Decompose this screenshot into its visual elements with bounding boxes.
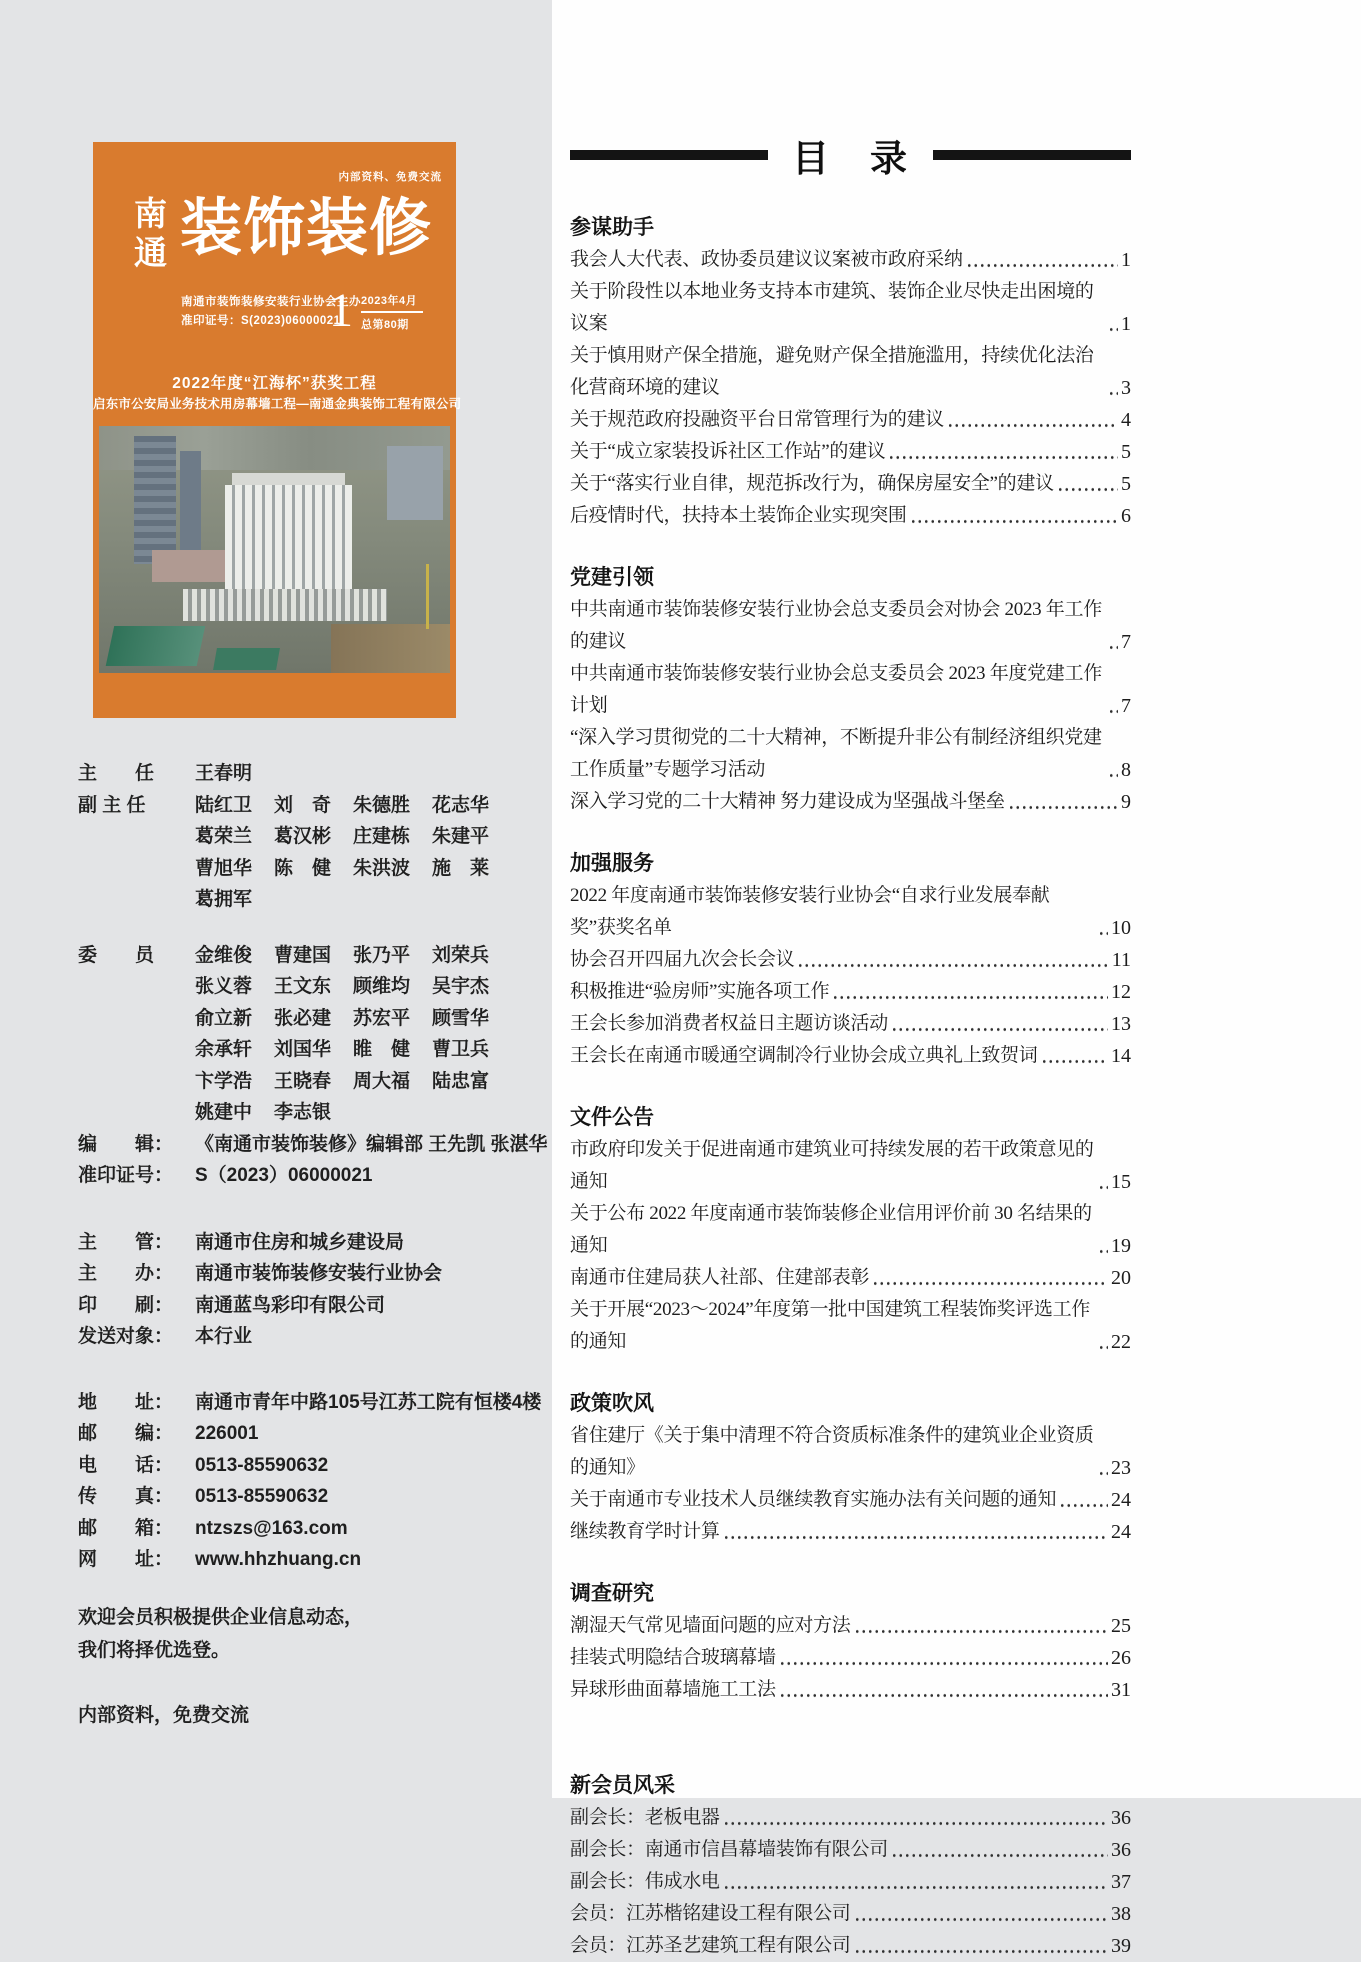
toc-entry-page: 7 [1121,631,1131,653]
toc-entry [570,468,1131,500]
toc-entry-title: “深入学习贯彻党的二十大精神，不断提升非公有制经济组织党建工作质量”专题学习活动 [570,727,1102,780]
photo-tower-left-2 [180,451,201,560]
toc-entry-page: 8 [1121,759,1131,781]
toc-entry-page: 24 [1111,1521,1131,1543]
dot-leader [854,1940,1108,1962]
staff-name-row [195,1097,489,1129]
toc-entry-list [570,1134,1131,1358]
toc-entry-title: 2022 年度南通市装饰装修安装行业协会“自求行业发展奉献奖”获奖名单 [570,885,1050,938]
dot-leader [888,446,1118,468]
dot-leader [723,1876,1108,1898]
cover-issue-block [329,284,423,337]
toc-entry-title: 后疫情时代，扶持本土装饰企业实现突围 [570,505,907,526]
staff-row [78,758,548,790]
staff-name-row [195,758,252,790]
toc-entry [570,276,1131,340]
staff-name: 朱洪波 [353,857,411,879]
staff-row [78,940,548,1129]
toc-header [552,0,1361,182]
magazine-cover [93,142,462,718]
photo-tower-left [134,436,176,564]
toc-entry [570,1040,1131,1072]
staff-role-label: 委 员 [78,944,155,966]
dot-leader [854,1908,1108,1930]
toc-entry [570,404,1131,436]
staff-name-row [195,1066,489,1098]
note-line: 我们将择优选登。 [78,1639,231,1661]
dot-leader [723,1812,1108,1834]
toc-entry-list [570,1802,1131,1962]
toc-section [570,212,1131,532]
toc-entry [570,1930,1131,1962]
dot-leader [1098,1240,1108,1262]
toc-page [552,0,1361,1957]
toc-entry-page: 5 [1121,441,1131,463]
toc-entry-title: 中共南通市装饰装修安装行业协会总支委员会 2023 年度党建工作计划 [570,663,1102,716]
staff-role-label: 主 任 [78,763,155,784]
staff-name: 葛汉彬 [274,826,332,847]
toc-section-heading: 新会员风采 [570,1774,675,1797]
header-rule-right [933,150,1131,160]
toc-entry [570,1898,1131,1930]
staff-block [78,758,548,1129]
info-value: 《南通市装饰装修》编辑部 王先凯 张湛华 [195,1133,548,1155]
toc-entry-page: 1 [1121,249,1131,271]
dot-leader [1108,700,1118,722]
staff-name-row [195,1034,489,1066]
dot-leader [1057,478,1118,500]
dot-leader [779,1684,1108,1706]
toc-entry-title: 副会长：南通市信昌幕墙装饰有限公司 [570,1839,888,1860]
toc-entry [570,1198,1131,1262]
toc-entry [570,1674,1131,1706]
staff-name: 刘荣兵 [432,944,490,966]
info-label: 印 刷： [78,1294,174,1316]
toc-entry-title: 会员：江苏楷铭建设工程有限公司 [570,1903,851,1924]
info-row [78,1387,548,1419]
toc-entry-title: 关于阶段性以本地业务支持本市建筑、装饰企业尽快走出困境的议案 [570,281,1094,334]
photo-low-building [152,550,229,582]
toc-entry-title: 关于公布 2022 年度南通市装饰装修企业信用评价前 30 名结果的通知 [570,1203,1092,1256]
toc-title: 目 录 [792,139,909,180]
toc-entry [570,594,1131,658]
toc-entry-page: 22 [1111,1331,1131,1353]
staff-name: 陆红卫 [195,794,253,816]
dot-leader [947,414,1118,436]
cover-corner-note: 内部资料、免费交流 [338,171,442,183]
cover-publisher-line: 南通市装饰装修安装行业协会主办 [181,296,361,308]
dot-leader [891,1018,1108,1040]
dot-leader [1041,1050,1108,1072]
toc-entry-page: 20 [1111,1267,1131,1289]
info-label: 地 址： [78,1391,174,1413]
info-row [78,1290,548,1322]
dot-leader [891,1844,1108,1866]
info-value: 南通蓝鸟彩印有限公司 [195,1294,386,1316]
staff-name: 陈 健 [274,857,332,879]
toc-section-heading: 政策吹风 [570,1392,654,1415]
toc-entry-title: 南通市住建局获人社部、住建部表彰 [570,1267,870,1288]
dot-leader [1108,318,1118,340]
toc-entry-page: 36 [1111,1807,1131,1829]
contact-block [78,1387,548,1576]
dot-leader [966,254,1118,276]
info-value: 本行业 [195,1326,253,1347]
staff-name: 陆忠富 [432,1070,490,1092]
toc-entry [570,1262,1131,1294]
masthead-city-name: 南通 [129,196,165,274]
staff-name: 张义蓉 [195,976,253,997]
toc-entry-page: 37 [1111,1871,1131,1893]
toc-entry-title: 潮湿天气常见墙面问题的应对方法 [570,1615,851,1636]
info-label: 发送对象： [78,1326,174,1347]
staff-name: 朱德胜 [353,794,411,816]
dot-leader [779,1652,1108,1674]
issue-divider [361,311,423,313]
toc-entry [570,1866,1131,1898]
staff-name: 余承轩 [195,1039,253,1060]
toc-entry-title: 会员：江苏圣艺建筑工程有限公司 [570,1935,851,1956]
toc-entry-list [570,244,1131,532]
info-label: 准印证号： [78,1165,174,1186]
toc-entry-title: 王会长在南通市暖通空调制冷行业协会成立典礼上致贺词 [570,1045,1038,1066]
info-label: 主 管： [78,1231,174,1253]
toc-entry [570,722,1131,786]
info-value: 0513-85590632 [195,1454,329,1476]
toc-entry-page: 24 [1111,1489,1131,1511]
toc-entry-title: 挂装式明隐结合玻璃幕墙 [570,1647,776,1668]
staff-name-row [195,790,489,822]
toc-entry [570,880,1131,944]
toc-entry-page: 5 [1121,473,1131,495]
info-row [78,1160,548,1192]
info-value: S（2023）06000021 [195,1165,373,1186]
staff-name-row [195,884,489,916]
cover-masthead [127,188,472,274]
info-value: ntzszs@163.com [195,1517,348,1539]
member-note [78,1601,548,1667]
staff-row [78,790,548,916]
toc-entry-title: 关于“成立家装投诉社区工作站”的建议 [570,441,886,462]
toc-entry [570,1294,1131,1358]
staff-name: 卞学浩 [195,1070,253,1092]
masthead-info [78,758,548,1731]
staff-name: 刘国华 [274,1039,332,1060]
toc-entry [570,658,1131,722]
toc-entry [570,976,1131,1008]
dot-leader [872,1272,1108,1294]
info-row [78,1321,548,1353]
toc-section-heading: 党建引领 [570,566,654,589]
toc-entry-page: 11 [1111,949,1131,971]
toc-entry-page: 25 [1111,1615,1131,1637]
toc-entry-title: 副会长：老板电器 [570,1807,720,1828]
toc-entry-page: 14 [1111,1045,1131,1067]
footer-note: 内部资料，免费交流 [78,1704,250,1726]
toc-section-heading: 文件公告 [570,1106,654,1129]
toc-body [552,182,1361,1962]
toc-entry [570,244,1131,276]
toc-entry [570,786,1131,818]
toc-section [570,1770,1131,1962]
masthead-title: 装饰装修 [180,195,433,263]
info-row [78,1544,548,1576]
dot-leader [1108,764,1118,786]
toc-entry-list [570,880,1131,1072]
dot-leader [910,510,1118,532]
toc-section-heading: 调查研究 [570,1582,654,1605]
toc-entry [570,1484,1131,1516]
staff-name: 睢 健 [353,1039,411,1060]
toc-entry-page: 3 [1121,377,1131,399]
toc-entry-page: 12 [1111,981,1131,1003]
toc-entry-page: 36 [1111,1839,1131,1861]
photo-green-tarp [105,626,205,666]
dot-leader [1098,1462,1108,1484]
staff-name: 花志华 [432,794,490,816]
toc-entry-page: 7 [1121,695,1131,717]
toc-entry-page: 19 [1111,1235,1131,1257]
dot-leader [1008,796,1118,818]
dot-leader [832,986,1108,1008]
toc-entry-page: 4 [1121,409,1131,431]
info-row [78,1129,548,1161]
staff-name: 顾维均 [353,976,411,997]
toc-entry [570,1610,1131,1642]
toc-entry-title: 王会长参加消费者权益日主题访谈活动 [570,1013,888,1034]
cover-license-line: 准印证号：S(2023)06000021 [181,315,341,327]
toc-entry-list [570,594,1131,818]
staff-name-row [195,971,489,1003]
staff-name: 吴宇杰 [432,976,490,997]
toc-entry-title: 协会召开四届九次会长会议 [570,949,795,970]
toc-entry-page: 13 [1111,1013,1131,1035]
toc-entry-page: 26 [1111,1647,1131,1669]
toc-entry [570,1802,1131,1834]
toc-entry-title: 关于规范政府投融资平台日常管理行为的建议 [570,409,945,430]
toc-entry [570,1642,1131,1674]
photo-main-building [225,485,351,594]
header-rule-left [570,150,768,160]
cover-award-line2: 启东市公安局业务技术用房幕墙工程—南通金典装饰工程有限公司 [93,397,462,411]
staff-name: 曹旭华 [195,857,253,879]
info-row [78,1481,548,1513]
staff-role-label: 副 主 任 [78,794,146,816]
info-label: 邮 编： [78,1423,174,1444]
dot-leader [1059,1494,1108,1516]
credits-block [78,1129,548,1192]
staff-name: 王文东 [274,976,332,997]
info-value: 226001 [195,1423,259,1444]
staff-name-row [195,1003,489,1035]
dot-leader [1098,922,1108,944]
info-value: www.hhzhuang.cn [195,1549,362,1570]
toc-entry [570,1516,1131,1548]
photo-podium [183,589,387,621]
toc-entry-page: 38 [1111,1903,1131,1925]
issue-date: 2023年4月 [361,295,418,307]
info-label: 主 办： [78,1263,174,1284]
toc-entry-title: 我会人大代表、政协委员建议议案被市政府采纳 [570,249,963,270]
info-value: 南通市青年中路105号江苏工院有恒楼4楼 [195,1391,542,1413]
issue-meta [361,292,423,335]
staff-name: 俞立新 [195,1007,253,1029]
toc-entry [570,1420,1131,1484]
info-label: 网 址： [78,1549,174,1570]
staff-name: 刘 奇 [274,794,332,816]
toc-entry-page: 1 [1121,313,1131,335]
toc-entry-page: 6 [1121,505,1131,527]
toc-entry [570,1834,1131,1866]
toc-section [570,848,1131,1072]
info-row [78,1258,548,1290]
info-label: 编 辑： [78,1133,174,1155]
toc-entry-page: 39 [1111,1935,1131,1957]
toc-entry-title: 继续教育学时计算 [570,1521,720,1542]
toc-entry-page: 31 [1111,1679,1131,1701]
info-row [78,1227,548,1259]
cover-award-line1: 2022年度“江海杯”获奖工程 [172,375,377,392]
staff-name: 葛荣兰 [195,826,253,847]
toc-entry-title: 关于南通市专业技术人员继续教育实施办法有关问题的通知 [570,1489,1057,1510]
publishing-block [78,1227,548,1353]
toc-entry-title: 省住建厅《关于集中清理不符合资质标准条件的建筑业企业资质的通知》 [570,1425,1094,1478]
staff-name: 曹建国 [274,944,332,966]
dot-leader [1098,1336,1108,1358]
staff-name: 葛拥军 [195,889,253,910]
photo-green-tarp-2 [213,648,280,670]
staff-name-row [195,853,489,885]
staff-name: 王春明 [195,763,253,784]
toc-entry-title: 关于开展“2023～2024”年度第一批中国建筑工程装饰奖评选工作的通知 [570,1299,1090,1352]
dot-leader [723,1526,1108,1548]
photo-dirt-area [331,624,450,673]
staff-name: 张必建 [274,1007,332,1029]
toc-section-heading: 加强服务 [570,852,654,875]
staff-names [195,790,489,916]
staff-name: 周大福 [353,1070,411,1092]
staff-name: 金维俊 [195,944,253,966]
toc-entry [570,436,1131,468]
toc-entry-title: 市政府印发关于促进南通市建筑业可持续发展的若干政策意见的通知 [570,1139,1094,1192]
staff-name: 姚建中 [195,1102,253,1123]
toc-entry [570,944,1131,976]
info-row [78,1418,548,1450]
dot-leader [854,1620,1108,1642]
toc-entry-title: 积极推进“验房师”实施各项工作 [570,981,830,1002]
staff-names [195,758,252,790]
info-value: 南通市装饰装修安装行业协会 [195,1263,443,1284]
info-row [78,1450,548,1482]
toc-entry [570,1134,1131,1198]
toc-entry-title: 关于慎用财产保全措施，避免财产保全措施滥用，持续优化法治化营商环境的建议 [570,345,1094,398]
toc-entry-title: 异球形曲面幕墙施工工法 [570,1679,776,1700]
toc-entry-title: 深入学习党的二十大精神 努力建设成为坚强战斗堡垒 [570,791,1005,812]
toc-entry-page: 10 [1111,917,1131,939]
toc-entry-title: 关于“落实行业自律，规范拆改行为，确保房屋安全”的建议 [570,473,1054,494]
dot-leader [797,954,1108,976]
photo-building-right [387,446,443,520]
photo-crane [426,564,429,628]
issue-number: 1 [329,284,353,337]
info-value: 0513-85590632 [195,1486,329,1507]
staff-name-row [195,940,489,972]
toc-section-heading: 参谋助手 [570,216,654,239]
toc-entry-list [570,1420,1131,1548]
toc-section [570,562,1131,818]
info-value: 南通市住房和城乡建设局 [195,1231,405,1253]
staff-names [195,940,489,1129]
toc-entry-title: 副会长：伟成水电 [570,1871,720,1892]
toc-section [570,1578,1131,1706]
staff-name-row [195,821,489,853]
toc-entry-page: 23 [1111,1457,1131,1479]
staff-name: 顾雪华 [432,1007,490,1029]
staff-name: 曹卫兵 [432,1039,490,1060]
toc-section [570,1102,1131,1358]
info-label: 传 真： [78,1486,174,1507]
toc-entry-title: 中共南通市装饰装修安装行业协会总支委员会对协会 2023 年工作的建议 [570,599,1102,652]
toc-entry-list [570,1610,1131,1706]
staff-name: 李志银 [274,1102,332,1123]
info-label: 邮 箱： [78,1517,174,1539]
cover-photo [99,426,450,673]
toc-section [570,1388,1131,1548]
toc-entry [570,500,1131,532]
dot-leader [1108,382,1118,404]
note-line: 欢迎会员积极提供企业信息动态， [78,1606,364,1628]
staff-name: 朱建平 [432,826,490,847]
staff-name: 王晓春 [274,1070,332,1092]
dot-leader [1108,636,1118,658]
info-row [78,1513,548,1545]
issue-total: 总第80期 [361,319,409,331]
dot-leader [1098,1176,1108,1198]
staff-name: 张乃平 [353,944,411,966]
toc-entry-page: 15 [1111,1171,1131,1193]
staff-name: 苏宏平 [353,1007,411,1029]
info-label: 电 话： [78,1454,174,1476]
toc-entry [570,340,1131,404]
staff-name: 施 莱 [432,857,490,879]
toc-entry-page: 9 [1121,791,1131,813]
staff-name: 庄建栋 [353,826,411,847]
toc-entry [570,1008,1131,1040]
